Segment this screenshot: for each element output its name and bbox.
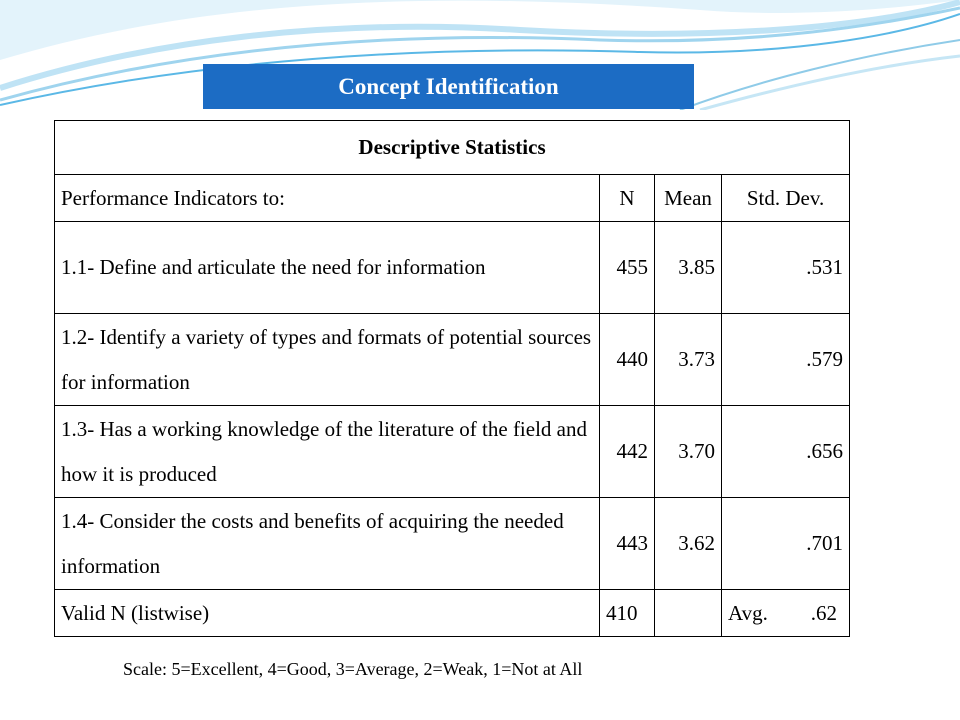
n-cell: 443 <box>600 498 655 590</box>
table-row <box>55 314 850 406</box>
std-dev-cell: .656 <box>722 406 850 498</box>
empty-cell <box>655 590 722 637</box>
mean-cell: 3.85 <box>655 222 722 314</box>
std-dev-cell: .531 <box>722 222 850 314</box>
table-row <box>55 498 850 590</box>
table-row <box>55 406 850 498</box>
indicator-cell: 1.4- Consider the costs and benefits of acquiring the needed information <box>55 498 600 590</box>
table-row <box>55 222 850 314</box>
valid-n-value: 410 <box>600 590 655 637</box>
column-header-mean: Mean <box>655 175 722 222</box>
average-cell <box>722 590 850 637</box>
mean-cell: 3.62 <box>655 498 722 590</box>
std-dev-cell: .579 <box>722 314 850 406</box>
mean-cell: 3.73 <box>655 314 722 406</box>
n-cell: 440 <box>600 314 655 406</box>
average-value: .62 <box>810 600 838 625</box>
indicator-cell: 1.1- Define and articulate the need for information <box>55 222 600 314</box>
table-title: Descriptive Statistics <box>55 121 850 175</box>
column-header-std-dev: Std. Dev. <box>722 175 850 222</box>
column-header-n: N <box>600 175 655 222</box>
mean-cell: 3.70 <box>655 406 722 498</box>
n-cell: 442 <box>600 406 655 498</box>
column-header-indicator: Performance Indicators to: <box>55 175 600 222</box>
std-dev-cell: .701 <box>722 498 850 590</box>
column-header-row <box>55 175 850 222</box>
scale-note: Scale: 5=Excellent, 4=Good, 3=Average, 2=Weak, 1=Not at All <box>123 659 583 679</box>
average-label: Avg. <box>728 600 768 625</box>
indicator-cell: 1.2- Identify a variety of types and formats of potential sources for information <box>55 314 600 406</box>
n-cell: 455 <box>600 222 655 314</box>
valid-n-label: Valid N (listwise) <box>55 590 600 637</box>
indicator-cell: 1.3- Has a working knowledge of the literature of the field and how it is produced <box>55 406 600 498</box>
section-title-banner: Concept Identification <box>203 64 694 109</box>
descriptive-statistics-table <box>54 120 850 637</box>
valid-n-row <box>55 590 850 637</box>
